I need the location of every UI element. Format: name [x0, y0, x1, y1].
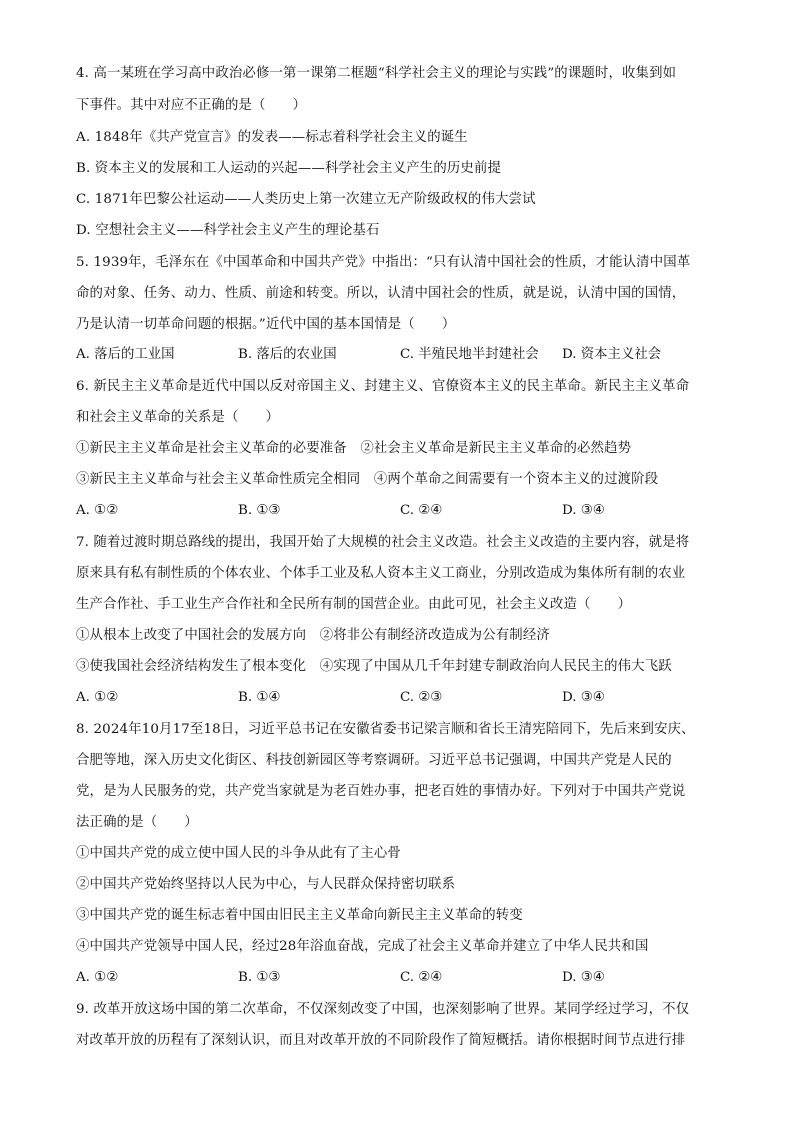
q5-option-c: C. 半殖民地半封建社会	[400, 347, 539, 362]
q6-stem-line-2: 和社会主义革命的关系是（ ）	[76, 410, 280, 425]
q7-option-a: A. ①②	[76, 690, 119, 705]
q4-stem-line-2: 下事件。其中对应不正确的是（ ）	[76, 98, 307, 113]
q8-stem-line-2: 合肥等地，深入历史文化街区、科技创新园区等考察调研。习近平总书记强调，中国共产党是人民的	[76, 753, 672, 768]
q8-stem-line-1: 8. 2024年10月17至18日，习近平总书记在安徽省委书记梁言顺和省长王清宪陪同下，先后来到安庆、	[76, 722, 695, 737]
q8-option-a: A. ①②	[76, 970, 119, 985]
q9-stem-line-2: 对改革开放的历程有了深刻认识，而且对改革开放的不同阶段作了简短概括。请你根据时间节点进行排	[76, 1033, 686, 1048]
q7-stem-line-3: 生产合作社、手工业生产合作社和全民所有制的国营企业。由此可见，社会主义改造（ ）	[76, 597, 632, 612]
q4-option-d: D. 空想社会主义——科学社会主义产生的理论基石	[76, 223, 380, 238]
q7-option-c: C. ②③	[400, 690, 443, 705]
q5-option-b: B. 落后的农业国	[238, 347, 337, 362]
q8-statement-3: ③中国共产党的诞生标志着中国由旧民主主义革命向新民主主义革命的转变	[76, 908, 523, 923]
q8-statement-1: ①中国共产党的成立使中国人民的斗争从此有了主心骨	[76, 846, 401, 861]
q8-option-d: D. ③④	[562, 970, 605, 985]
q4-stem-line-1: 4. 高一某班在学习高中政治必修一第一课第二框题“科学社会主义的理论与实践”的课题时，收集到如	[76, 66, 677, 81]
q6-option-c: C. ②④	[400, 503, 443, 518]
q8-option-c: C. ②④	[400, 970, 443, 985]
q8-statement-4: ④中国共产党领导中国人民，经过28年浴血奋战，完成了社会主义革命并建立了中华人民共和国	[76, 939, 649, 954]
q4-option-b: B. 资本主义的发展和工人运动的兴起——科学社会主义产生的历史前提	[76, 161, 502, 176]
q5-stem-line-2: 命的对象、任务、动力、性质、前途和转变。所以，认清中国社会的性质，就是说，认清中国的国情，	[76, 286, 686, 301]
q7-statements-line-2: ③使我国社会经济结构发生了根本变化 ④实现了中国从几千年封建专制政治向人民民主的伟大飞跃	[76, 659, 672, 674]
q5-stem-line-3: 乃是认清一切革命问题的根据。”近代中国的基本国情是（ ）	[76, 317, 456, 332]
q8-statement-2: ②中国共产党始终坚持以人民为中心，与人民群众保持密切联系	[76, 877, 456, 892]
q6-option-b: B. ①③	[238, 503, 281, 518]
q6-statements-line-1: ①新民主主义革命是社会主义革命的必要准备 ②社会主义革命是新民主主义革命的必然趋势	[76, 441, 632, 456]
q7-option-b: B. ①④	[238, 690, 281, 705]
q5-option-a: A. 落后的工业国	[76, 347, 175, 362]
q6-option-d: D. ③④	[562, 503, 605, 518]
q9-stem-line-1: 9. 改革开放这场中国的第二次革命，不仅深刻改变了中国，也深刻影响了世界。某同学经过学习，不仅	[76, 1002, 690, 1017]
q4-option-c: C. 1871年巴黎公社运动——人类历史上第一次建立无产阶级政权的伟大尝试	[76, 192, 536, 207]
q8-stem-line-3: 党，是为人民服务的党，共产党当家就是为老百姓办事，把老百姓的事情办好。下列对于中国共产党说	[76, 784, 686, 799]
q7-stem-line-1: 7. 随着过渡时期总路线的提出，我国开始了大规模的社会主义改造。社会主义改造的主要内容，就是将	[76, 535, 690, 550]
q7-stem-line-2: 原来具有私有制性质的个体农业、个体手工业及私人资本主义工商业，分别改造成为集体所有制的农业	[76, 566, 686, 581]
q5-option-d: D. 资本主义社会	[562, 347, 662, 362]
q4-option-a: A. 1848年《共产党宣言》的发表——标志着科学社会主义的诞生	[76, 130, 468, 145]
q5-stem-line-1: 5. 1939年，毛泽东在《中国革命和中国共产党》中指出：“只有认清中国社会的性质，才能认清中国革	[76, 255, 691, 270]
q7-option-d: D. ③④	[562, 690, 605, 705]
q8-option-b: B. ①③	[238, 970, 281, 985]
q8-stem-line-4: 法正确的是（ ）	[76, 815, 198, 830]
q6-option-a: A. ①②	[76, 503, 119, 518]
q6-stem-line-1: 6. 新民主主义革命是近代中国以反对帝国主义、封建主义、官僚资本主义的民主革命。新民主主义革命	[76, 379, 690, 394]
q7-statements-line-1: ①从根本上改变了中国社会的发展方向 ②将非公有制经济改造成为公有制经济	[76, 628, 550, 643]
q6-statements-line-2: ③新民主主义革命与社会主义革命性质完全相同 ④两个革命之间需要有一个资本主义的过渡阶段	[76, 472, 659, 487]
